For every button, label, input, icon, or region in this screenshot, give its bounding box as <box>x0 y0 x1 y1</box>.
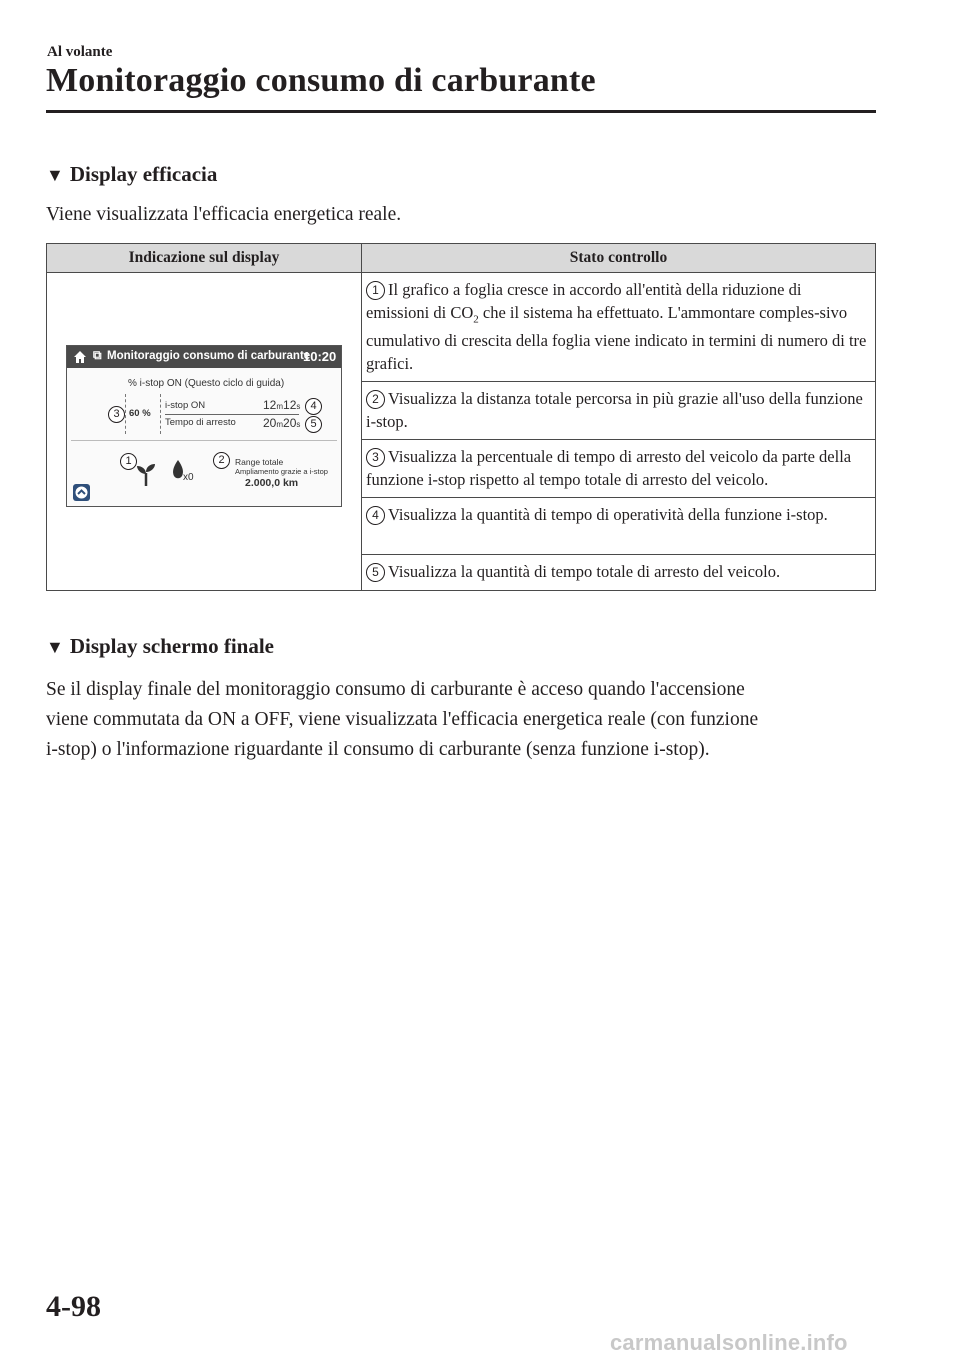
display-illustration-cell <box>47 273 362 591</box>
range-label: Range totale <box>235 457 284 467</box>
description-cell-2 <box>362 382 876 440</box>
istop-on-time: 12m12s <box>263 398 301 412</box>
section-label: Al volante <box>47 44 113 60</box>
triangle-down-icon: ▼ <box>46 165 64 185</box>
description-text: Visualizza la quantità di tempo totale di arresto del veicolo. <box>388 562 781 582</box>
heading-text: Display efficacia <box>69 162 218 186</box>
description-cell-3 <box>362 440 876 498</box>
range-sublabel: Ampliamento grazie a i-stop <box>235 467 328 476</box>
info-table <box>46 243 876 591</box>
column-header-stato: Stato controllo <box>362 244 876 273</box>
callout-number: 2 <box>366 390 385 409</box>
callout-number: 1 <box>366 281 385 300</box>
display-screen <box>66 345 342 507</box>
istop-on-label: i-stop ON <box>165 400 206 411</box>
callout-number: 4 <box>366 506 385 525</box>
callout-number: 3 <box>366 448 385 467</box>
description-text: Visualizza la distanza totale percorsa in più grazie all'uso della funzione i-stop. <box>366 389 863 431</box>
triangle-down-icon: ▼ <box>46 637 64 657</box>
time-divider <box>165 414 299 415</box>
callout-number: 5 <box>366 563 385 582</box>
callout-2: 2 <box>213 452 230 469</box>
description-cell-1 <box>362 273 876 382</box>
title-divider <box>46 110 876 113</box>
screen-divider <box>71 440 337 441</box>
subscript: 2 <box>473 312 479 325</box>
screen-title-bar <box>67 346 341 368</box>
paragraph-line: i-stop) o l'informazione riguardante il consumo di carburante (senza funzione i-stop). <box>46 739 710 760</box>
page-title: Monitoraggio consumo di carburante <box>46 62 596 99</box>
intro-text: Viene visualizzata l'efficacia energetica reale. <box>46 204 402 225</box>
callout-5: 5 <box>305 416 322 433</box>
section-heading-schermo-finale <box>46 634 274 659</box>
section2-paragraph <box>46 675 876 765</box>
page-number: 4-98 <box>46 1290 101 1323</box>
heading-text: Display schermo finale <box>69 634 274 658</box>
screen-title: Monitoraggio consumo di carburante <box>107 350 311 362</box>
screen-clock: 10:20 <box>303 349 337 364</box>
description-text: Visualizza la quantità di tempo di operatività della funzione i-stop. <box>388 505 828 525</box>
callout-1: 1 <box>120 453 137 470</box>
percent-value: 60 % <box>129 408 151 419</box>
callout-4: 4 <box>305 398 322 415</box>
callout-3: 3 <box>108 406 125 423</box>
stop-time-label: Tempo di arresto <box>165 417 236 428</box>
sprout-icon <box>135 461 157 487</box>
description-text: che il sistema ha effettuato. L'ammontare comples-sivo cumulativo di crescita della foglia viene indicato in termini di numero di tre grafici. <box>366 302 867 373</box>
stop-time-value: 20m20s <box>263 416 301 430</box>
paragraph-line: Se il display finale del monitoraggio consumo di carburante è acceso quando l'accensione <box>46 679 745 700</box>
section-heading-efficacia <box>46 162 217 187</box>
scroll-up-button[interactable] <box>73 484 90 501</box>
description-cell-5 <box>362 555 876 591</box>
range-value: 2.000,0 km <box>245 477 299 489</box>
table-row <box>47 273 876 382</box>
table-header-row <box>47 244 876 273</box>
description-text: Visualizza la percentuale di tempo di arresto del veicolo da parte della funzione i-stop rispetto al tempo totale di arresto del veicolo. <box>366 447 852 489</box>
paragraph-line: viene commutata da ON a OFF, viene visualizzata l'efficacia energetica reale (con funzione <box>46 709 759 730</box>
leaf-count: x0 <box>183 472 194 483</box>
description-text: Il grafico a foglia cresce in accordo all'entità della riduzione di emissioni di CO <box>366 280 802 322</box>
column-header-display: Indicazione sul display <box>47 244 362 273</box>
chevron-up-icon <box>73 484 90 501</box>
home-icon <box>73 350 87 364</box>
book-icon: ⧉ <box>93 348 102 362</box>
screen-subtitle: % i-stop ON (Questo ciclo di guida) <box>128 378 285 389</box>
watermark: carmanualsonline.info <box>610 1330 848 1355</box>
description-cell-4 <box>362 498 876 555</box>
